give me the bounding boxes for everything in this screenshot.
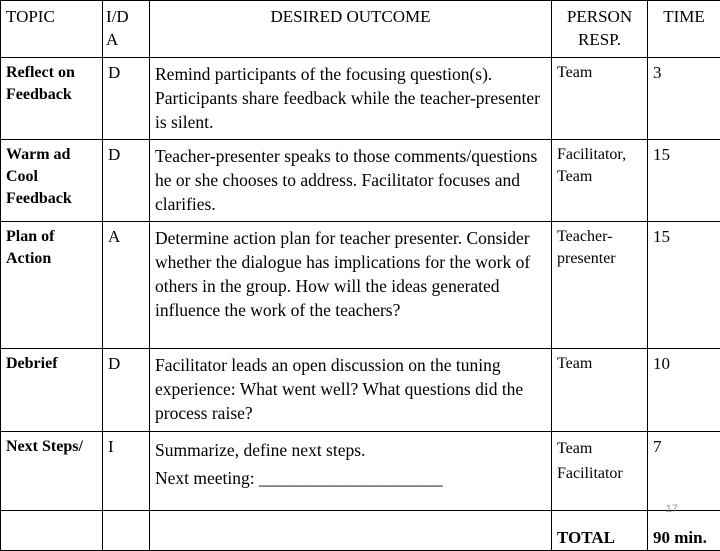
row-time: 3 xyxy=(648,58,720,140)
row-ida: I xyxy=(103,432,150,511)
row-outcome: Facilitator leads an open discussion on the tuning experience: What went well? What questions did the process raise? xyxy=(150,349,552,432)
header-ida: I/D A xyxy=(103,1,150,58)
row-ida: D xyxy=(103,140,150,222)
table-row xyxy=(1,222,720,349)
table-row xyxy=(1,58,720,140)
row-ida: A xyxy=(103,222,150,349)
row-topic: Debrief xyxy=(1,349,103,432)
row-time: 15 xyxy=(648,222,720,349)
row-person xyxy=(552,432,648,511)
table-row xyxy=(1,140,720,222)
header-outcome: DESIRED OUTCOME xyxy=(150,1,552,58)
person-line-facilitator: Facilitator xyxy=(557,461,642,486)
header-row xyxy=(1,1,720,58)
row-topic: Warm ad Cool Feedback xyxy=(1,140,103,222)
table-row xyxy=(1,349,720,432)
row-time: 10 xyxy=(648,349,720,432)
total-label: TOTAL xyxy=(552,511,648,551)
row-outcome: Teacher-presenter speaks to those comments/questions he or she chooses to address. Facilitator focuses and clarifies. xyxy=(150,140,552,222)
row-person: Team xyxy=(552,58,648,140)
row-topic: Plan of Action xyxy=(1,222,103,349)
header-topic: TOPIC xyxy=(1,1,103,58)
total-value: 90 min. xyxy=(648,511,720,551)
page-number: 17 xyxy=(666,503,678,515)
header-time: TIME xyxy=(648,1,720,58)
row-outcome: Remind participants of the focusing question(s). Participants share feedback while the teacher-presenter is silent. xyxy=(150,58,552,140)
total-empty-ida xyxy=(103,511,150,551)
person-line-team: Team xyxy=(557,436,642,461)
row-person: Team xyxy=(552,349,648,432)
header-person: PERSON RESP. xyxy=(552,1,648,58)
total-row xyxy=(1,511,720,551)
total-empty-outcome xyxy=(150,511,552,551)
table-row xyxy=(1,432,720,511)
outcome-line-next-meeting: Next meeting: _____________________ xyxy=(155,464,546,492)
row-outcome xyxy=(150,432,552,511)
row-person: Facilitator, Team xyxy=(552,140,648,222)
row-person: Teacher-presenter xyxy=(552,222,648,349)
row-outcome: Determine action plan for teacher presenter. Consider whether the dialogue has implications for the work of others in the group. How will the ideas generated influence the work of the teachers? xyxy=(150,222,552,349)
row-time: 7 xyxy=(648,432,720,511)
row-topic: Reflect on Feedback xyxy=(1,58,103,140)
row-ida: D xyxy=(103,349,150,432)
row-topic: Next Steps/ xyxy=(1,432,103,511)
total-empty-topic xyxy=(1,511,103,551)
outcome-line-summarize: Summarize, define next steps. xyxy=(155,436,546,464)
row-ida: D xyxy=(103,58,150,140)
row-time: 15 xyxy=(648,140,720,222)
